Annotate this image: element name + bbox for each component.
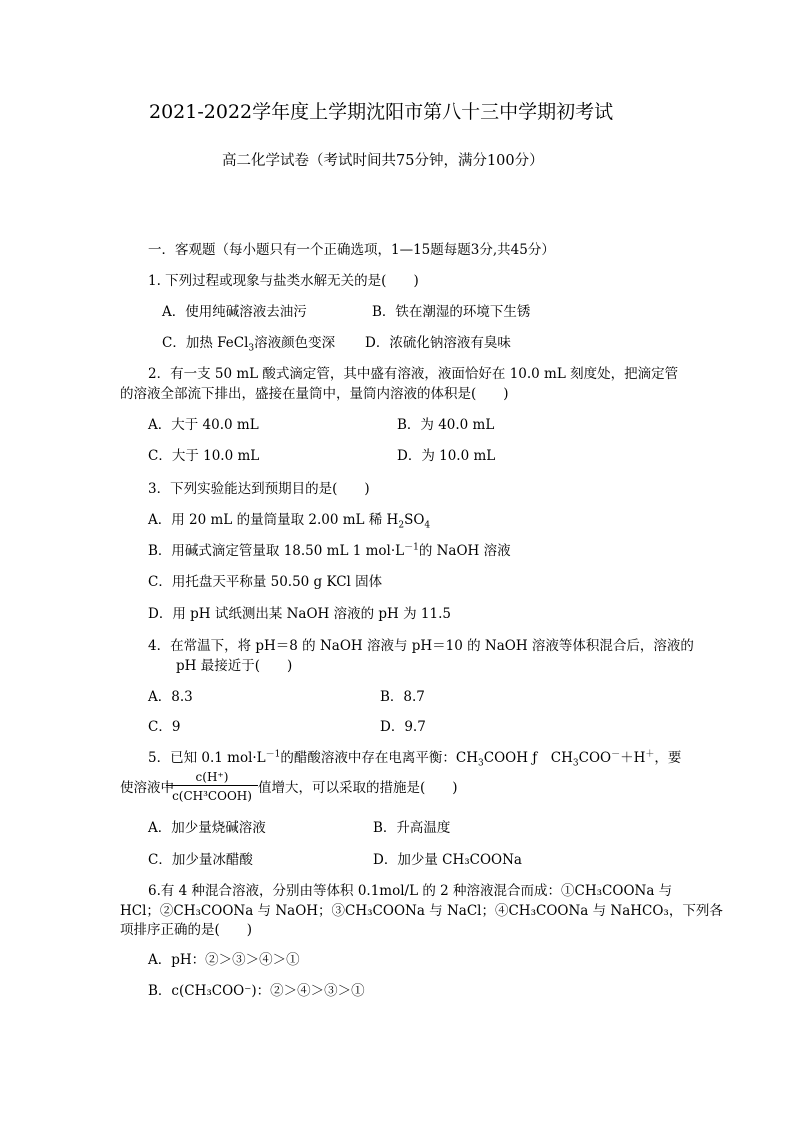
- fraction-denominator: c(CH³COOH): [172, 789, 252, 803]
- page-title: 2021-2022学年度上学期沈阳市第八十三中学期初考试: [149, 101, 614, 123]
- question-6-stem-line-3: 项排序正确的是( ): [120, 922, 253, 938]
- question-4-option-d: D．9.7: [380, 719, 426, 735]
- question-6-stem-line-1: 6.有 4 种混合溶液，分别由等体积 0.1mol/L 的 2 种溶液混合而成：①CH₃COONa 与: [148, 883, 673, 899]
- question-3-option-a: A．用 20 mL 的量筒量取 2.00 mL 稀 $H_2SO_4$: [148, 512, 431, 531]
- question-1-option-d: D．浓硫化钠溶液有臭味: [365, 335, 511, 351]
- question-5-option-d: D．加少量 CH₃COONa: [373, 852, 522, 868]
- question-1-option-c: C．加热 FeCl$_3$溶液颜色变深: [162, 335, 336, 354]
- question-5-option-b: B．升高温度: [373, 820, 451, 836]
- question-4-stem-line-1: 4．在常温下，将 pH＝8 的 NaOH 溶液与 pH＝10 的 NaOH 溶液等体积混合后，溶液的: [148, 638, 694, 654]
- question-1-stem: 1. 下列过程或现象与盐类水解无关的是( ): [148, 273, 419, 289]
- fraction-numerator: c(H⁺): [195, 770, 229, 784]
- question-1-option-a: A．使用纯碱溶液去油污: [162, 304, 307, 320]
- question-4-stem-line-2: pH 最接近于( ): [176, 658, 293, 674]
- question-6-option-a: A．pH：②＞③＞④＞①: [148, 952, 300, 968]
- section-heading: 一．客观题（每小题只有一个正确选项，1—15题每题3分,共45分）: [148, 242, 555, 258]
- question-2-stem-line-2: 的溶液全部流下排出，盛接在量筒中，量筒内溶液的体积是( ): [120, 386, 509, 402]
- page-subtitle: 高二化学试卷（考试时间共75分钟，满分100分）: [222, 153, 544, 169]
- question-5-fraction: [166, 770, 258, 803]
- question-5-option-a: A．加少量烧碱溶液: [148, 820, 266, 836]
- question-2-option-d: D．为 10.0 mL: [397, 448, 496, 464]
- question-3-stem: 3．下列实验能达到预期目的是( ): [148, 481, 370, 497]
- question-5-stem-line-1: 5．已知 0.1 $mol\cdot L^{-1}$的醋酸溶液中存在电离平衡：$CH_3COOH$ ƒ $CH_3COO^-+H^+$，要: [148, 749, 682, 769]
- question-2-option-c: C．大于 10.0 mL: [148, 448, 260, 464]
- question-5-option-c: C．加少量冰醋酸: [148, 852, 253, 868]
- question-3-option-c: C．用托盘天平称量 50.50 g KCl 固体: [148, 574, 383, 590]
- question-6-stem-line-2: HCl；②CH₃COONa 与 NaOH；③CH₃COONa 与 NaCl；④CH₃COONa 与 NaHCO₃，下列各: [120, 903, 723, 919]
- question-4-option-c: C．9: [148, 719, 181, 735]
- question-2-option-b: B．为 40.0 mL: [397, 417, 495, 433]
- question-3-option-d: D．用 pH 试纸测出某 NaOH 溶液的 pH 为 11.5: [148, 606, 451, 622]
- question-6-option-b: B．c(CH₃COO⁻)：②＞④＞③＞①: [148, 983, 365, 999]
- question-2-option-a: A．大于 40.0 mL: [148, 417, 259, 433]
- fraction-bar: [166, 785, 258, 786]
- question-3-option-b: B．用碱式滴定管量取 18.50 mL 1 $mol\cdot L^{-1}$的 NaOH 溶液: [148, 542, 511, 559]
- question-5-stem-line-2-prefix: 使溶液中: [120, 780, 174, 796]
- question-4-option-b: B．8.7: [380, 689, 425, 705]
- question-2-stem-line-1: 2．有一支 50 mL 酸式滴定管，其中盛有溶液，液面恰好在 10.0 mL 刻度处，把滴定管: [148, 366, 679, 382]
- question-1-option-b: B．铁在潮湿的环境下生锈: [372, 304, 531, 320]
- question-5-stem-line-2-suffix: 值增大，可以采取的措施是( ): [258, 780, 458, 796]
- question-4-option-a: A．8.3: [148, 689, 193, 705]
